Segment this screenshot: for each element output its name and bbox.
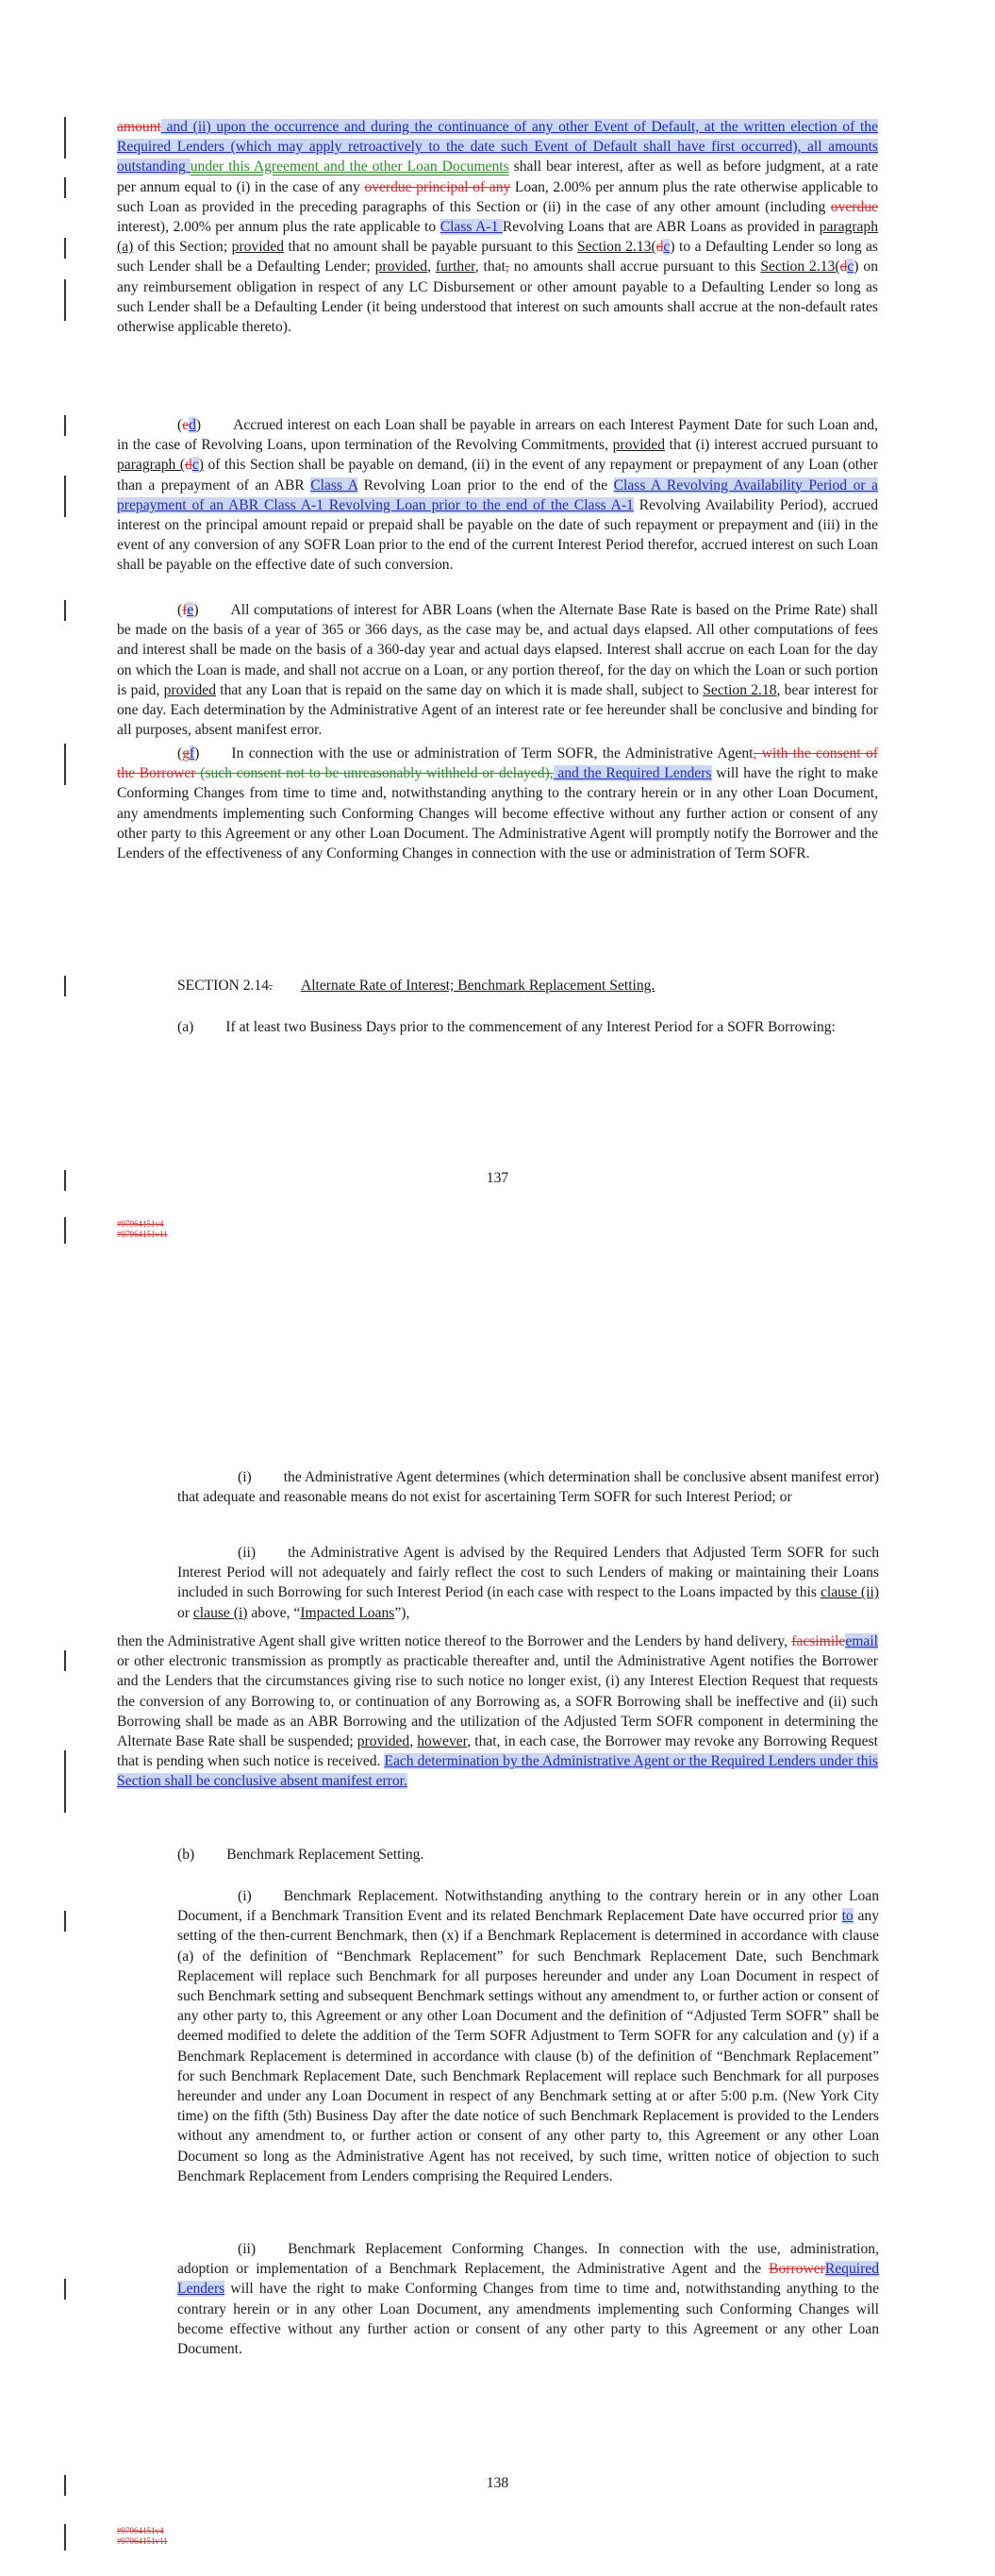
underlined-text: paragraph (a) <box>117 219 878 256</box>
body-text: will have the right to make Conforming Changes from time to time and, notwithstanding anything to the contrary herein or in any other Loan Document, any amendments implementing such Conforming Changes will become effective without any further action or consent of any other party to this Agreement or any other Loan Document. The Administrative Agent will promptly notify the Borrower and the Lenders of the effectiveness of any Conforming Changes in connection with the use or administration of Term SOFR. <box>117 765 878 862</box>
inserted-text: e <box>187 602 194 618</box>
underlined-text: paragraph ( <box>117 457 186 474</box>
inserted-text: Each determination by the Administrative Agent or the Required Lenders under this Section shall be conclusive absent manifest error. <box>117 1753 878 1790</box>
body-text: , bear interest for one day. Each determination by the Administrative Agent of an interest rate or fee hereunder shall be conclusive and binding for all purposes, absent manifest error. <box>117 681 878 739</box>
doc-footer-id: #97964151v4 <box>117 1219 164 1229</box>
subsection-a <box>117 1017 878 1037</box>
underlined-text: however <box>417 1733 468 1750</box>
inserted-text: and (ii) upon the occurrence and during the continuance of any other Event of Default, at the written election of the Required Lenders (which may apply retroactively to the date such Event of Default shall have first occurred), all amounts outstanding <box>117 119 878 176</box>
paren-text: ( <box>177 745 183 761</box>
clause-label: (i) <box>238 1888 252 1904</box>
body-text: shall bear interest, after as well as before judgment, at a rate per annum equal to (i) in the case of any <box>117 159 878 195</box>
deleted-text: overdue <box>830 198 878 215</box>
conforming-changes-paragraph <box>117 744 878 863</box>
change-bar <box>64 415 66 436</box>
moved-text: under this Agreement and the other Loan Documents <box>190 159 509 176</box>
body-text: ) to a Defaulting Lender so long as such Lender shall be a Defaulting Lender; <box>117 239 878 276</box>
body-text: Accrued interest on each Loan shall be payable in arrears on each Interest Payment Date for such Loan and, in the case of Revolving Loans, upon termination of the Revolving Commitments, <box>117 417 878 454</box>
conforming-changes-clause <box>177 2239 879 2359</box>
notice-paragraph <box>117 1631 878 1792</box>
page-138 <box>0 1288 995 2576</box>
body-text: any setting of the then-current Benchmark, then (x) if a Benchmark Replacement is determined in accordance with clause (a) of the definition of “Benchmark Replacement” for such Benchmark Replacement Date, such Benchmark Replacement will replace such Benchmark for all purposes hereunder and under any Loan Document in respect of such Benchmark setting and subsequent Benchmark settings without any amendment to, or further action or consent of any other party to, this Agreement or any other Loan Document and the definition of “Adjusted Term SOFR” shall be deemed modified to delete the addition of the Term SOFR Adjustment to Term SOFR for any calculation and (y) if a Benchmark Replacement is determined in accordance with clause (b) of the definition of “Benchmark Replacement” for such Benchmark Replacement Date, such Benchmark Replacement will replace such Benchmark for all purposes hereunder and under any Loan Document in respect of any Benchmark setting at or after 5:00 p.m. (New York City time) on the fifth (5th) Business Day after the date notice of such Benchmark Replacement is provided to the Lenders without any amendment to, or further action or consent of any other party to, this Agreement or any other Loan Document so long as the Administrative Agent has not received, by such time, written notice of objection to such Benchmark Replacement from Lenders comprising the Required Lenders. <box>177 1908 879 2184</box>
underlined-text: Section 2.13( <box>760 259 840 276</box>
body-text: the Administrative Agent determines (which determination shall be conclusive absent manifest error) that adequate and reasonable means do not exist for ascertaining Term SOFR for such Interest Period; or <box>177 1469 879 1506</box>
body-text: ”), <box>394 1604 410 1621</box>
body-text: that any Loan that is repaid on the same day on which it is made shall, subject to <box>216 681 704 698</box>
underlined-text: Section 2.13( <box>577 239 656 256</box>
change-bar <box>64 1217 66 1244</box>
body-text: Benchmark Replacement Setting. <box>226 1847 424 1863</box>
change-bar <box>64 2524 66 2551</box>
change-bar <box>64 1911 66 1932</box>
deleted-text: d <box>185 457 192 474</box>
change-bar <box>64 1750 66 1813</box>
body-text: or other electronic transmission as promptly as practicable thereafter and, until the Administrative Agent notifies the Borrower and the Lenders that the circumstances giving rise to such notice no longer exist, (i) any Interest Election Request that requests the conversion of any Borrowing to, or continuation of any Borrowing as, a SOFR Borrowing shall be ineffective and (ii) such Borrowing shall be made as an ABR Borrowing and the utilization of the Adjusted Term SOFR component in determining the Alternate Base Rate shall be suspended; <box>117 1653 878 1750</box>
body-text: Revolving Loans that are ABR Loans as provided in <box>502 219 820 236</box>
change-bar <box>64 976 66 996</box>
benchmark-replacement-clause <box>177 1886 879 2186</box>
paren-text: ( <box>177 602 183 618</box>
default-interest-paragraph <box>117 117 878 337</box>
change-bar <box>64 600 66 621</box>
inserted-text: c <box>191 457 199 474</box>
inserted-text: c <box>663 239 671 256</box>
body-text: Loan, 2.00% per annum plus the rate otherwise applicable to such Loan as provided in the preceding paragraphs of this Section or (ii) in the case of any other amount (including <box>117 178 878 215</box>
deleted-text: f <box>182 602 188 618</box>
deleted-text: Borrower <box>769 2261 825 2278</box>
deleted-text: , with the consent of the Borrower <box>117 745 878 782</box>
underlined-text: clause (ii) <box>820 1584 879 1601</box>
change-bar <box>64 1650 66 1671</box>
paren-text: ( <box>177 417 183 433</box>
change-bar <box>64 2279 66 2300</box>
clause-label: (i) <box>238 1469 252 1485</box>
body-text: Benchmark Replacement Conforming Changes. In connection with the use, administration, adoption or implementation of a Benchmark Replacement, the Administrative Agent and the <box>177 2241 879 2278</box>
change-bar <box>64 238 66 259</box>
interest-computation-paragraph <box>117 600 878 740</box>
body-text: Benchmark Replacement. Notwithstanding anything to the contrary herein or in any other Loan Document, if a Benchmark Transition Event and its related Benchmark Replacement Date have occurred prior <box>177 1888 879 1925</box>
clause-label: (ii) <box>238 1545 257 1561</box>
inserted-text: and the Required Lenders <box>553 765 712 782</box>
body-text: ) on any reimbursement obligation in respect of any LC Disbursement or other amount payable to a Defaulting Lender so long as such Lender shall be a Defaulting Lender (it being understood that interest on such amounts shall accrue at the non-default rates otherwise applicable thereto). <box>117 259 878 336</box>
body-text: that (i) interest accrued pursuant to <box>665 437 878 454</box>
body-text: then the Administrative Agent shall give written notice thereof to the Borrower and the Lenders by hand delivery, <box>117 1633 792 1649</box>
doc-footer-id: #97964151v11 <box>117 2536 168 2546</box>
underlined-text: clause (i) <box>192 1604 248 1621</box>
underlined-text: Section 2.18 <box>703 681 777 698</box>
body-text: that no amount shall be payable pursuant to this <box>284 239 577 256</box>
underlined-text: provided <box>163 681 217 698</box>
underlined-text: ) <box>198 457 204 474</box>
body-text: , <box>427 259 436 276</box>
underlined-text: Impacted Loans <box>300 1604 395 1621</box>
body-text: In connection with the use or administration of Term SOFR, the Administrative Agent <box>231 745 754 761</box>
body-text: will have the right to make Conforming Changes from time to time and, notwithstanding anything to the contrary herein or in any other Loan Document, any amendments implementing such Conforming Changes will become effective without any further action or consent of any other party to this Agreement or any other Loan Document. <box>177 2281 879 2358</box>
paren-text: ) <box>194 745 200 761</box>
underlined-text: provided <box>374 259 428 276</box>
paren-text: ) <box>195 417 202 433</box>
change-bar <box>64 279 66 321</box>
inserted-text: email <box>845 1633 878 1649</box>
deleted-text: , <box>505 259 509 276</box>
paren-text: ) <box>193 602 199 618</box>
inserted-text: to <box>841 1908 854 1925</box>
body-text: Revolving Loan prior to the end of the <box>357 477 614 493</box>
section-number: SECTION 2.14 <box>177 978 270 994</box>
body-text: the Administrative Agent is advised by the Required Lenders that Adjusted Term SOFR for such Interest Period will not adequately and fairly reflect the cost to such Lenders of making or maintaining their Loans included in such Borrowing for such Interest Period (in each case with respect to the Loans impacted by this <box>177 1545 879 1601</box>
deleted-text: . <box>269 978 273 994</box>
deleted-text: d <box>655 239 664 256</box>
body-text: no amounts shall accrue pursuant to this <box>508 259 761 276</box>
body-text: interest), 2.00% per annum plus the rate applicable to <box>117 219 440 236</box>
body-text: All computations of interest for ABR Loans (when the Alternate Base Rate is based on the Prime Rate) shall be made on the basis of a year of 365 or 366 days, as the case may be, and actual days elapsed. All other computations of fees and interest shall be made on the basis of a 360-day year and actual days elapsed. Interest shall accrue on each Loan for the day on which the Loan is made, and shall not accrue on a Loan, or any portion thereof, for the day on which the Loan or such portion is paid, <box>117 602 878 698</box>
page-number: 137 <box>486 1170 509 1186</box>
deleted-text: facsimile <box>791 1633 846 1649</box>
change-bar <box>64 177 66 198</box>
body-text: , that <box>474 259 506 276</box>
subsection-b <box>117 1845 878 1865</box>
deleted-text: g <box>182 745 190 761</box>
body-text: of this Section shall be payable on demand, (ii) in the event of any repayment or prepayment of any Loan (other than a prepayment of an ABR <box>117 457 879 493</box>
body-text: Revolving Availability Period), accrued interest on the principal amount repaid or prepaid shall be payable on the date of such repayment or prepayment and (iii) in the event of any conversion of any SOFR Loan prior to the end of the current Interest Period therefor, accrued interest on such Loan shall be payable on the effective date of such conversion. <box>117 496 879 574</box>
body-text: , that, in each case, the Borrower may revoke any Borrowing Request that is pending when such notice is received. <box>117 1733 879 1770</box>
body-text: , <box>409 1733 418 1750</box>
body-text: of this Section; <box>133 239 232 256</box>
change-bar <box>64 117 66 159</box>
inserted-text: Class A-1 <box>439 219 503 236</box>
clause-i <box>177 1467 879 1507</box>
deleted-text: overdue principal of any <box>364 178 511 195</box>
body-text: above, “ <box>247 1604 301 1621</box>
inserted-text: c <box>847 259 854 276</box>
inserted-text: d <box>189 417 196 433</box>
inserted-text: Class A Revolving Availability Period or a prepayment of an ABR Class A-1 Revolving Loan prior to the end of the Class A-1 <box>117 477 878 513</box>
clause-label: (ii) <box>238 2241 257 2257</box>
underlined-text: further <box>435 259 475 276</box>
clause-ii <box>177 1543 879 1623</box>
deleted-text: amount <box>117 119 161 135</box>
moved-deleted-text: (such consent not to be unreasonably withheld or delayed), <box>195 765 554 782</box>
inserted-text: f <box>190 745 195 761</box>
underlined-text: provided <box>231 239 285 256</box>
page-number: 138 <box>486 2475 509 2491</box>
interest-payment-paragraph <box>117 415 878 576</box>
inserted-text: Required Lenders <box>177 2261 879 2298</box>
deleted-text: e <box>182 417 190 433</box>
underlined-text: provided <box>357 1733 410 1750</box>
body-text: If at least two Business Days prior to the commencement of any Interest Period for a SOFR Borrowing: <box>225 1019 836 1035</box>
section-heading <box>177 976 655 995</box>
subsection-label: (b) <box>177 1847 195 1863</box>
doc-footer-id: #97964151v11 <box>117 1229 168 1239</box>
change-bar <box>64 476 66 517</box>
underlined-text: provided <box>612 437 666 454</box>
doc-footer-id: #97964151v4 <box>117 2526 164 2535</box>
deleted-text: d <box>839 259 848 276</box>
section-title: Alternate Rate of Interest; Benchmark Replacement Setting. <box>300 978 655 994</box>
inserted-text: Class A <box>310 477 358 493</box>
body-text: or <box>177 1604 193 1621</box>
change-bar <box>64 744 66 785</box>
subsection-label: (a) <box>177 1019 194 1035</box>
